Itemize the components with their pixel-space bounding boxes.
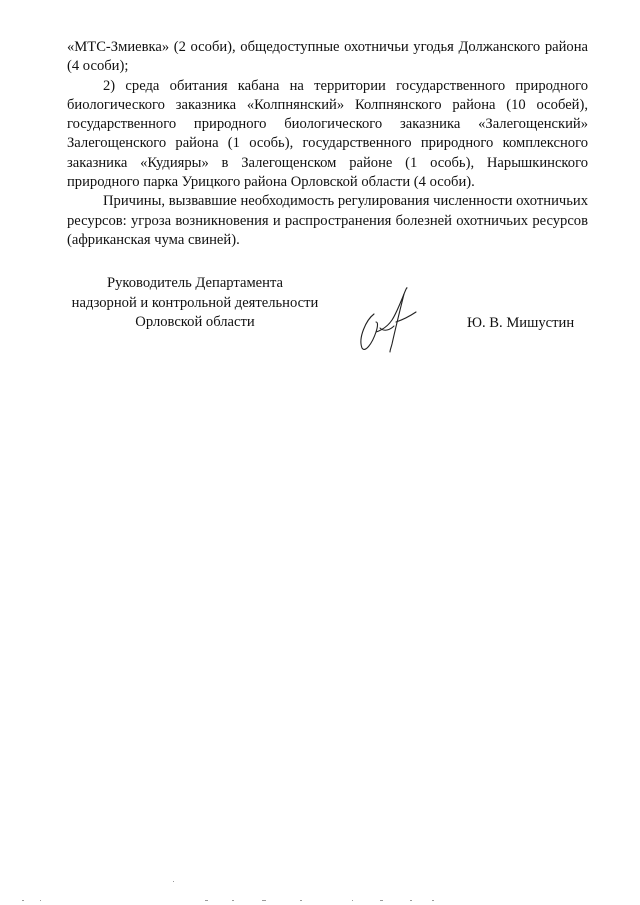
paragraph-continuation: «МТС-Змиевка» (2 особи), общедоступные охотничьи угодья Должанского района (4 особи);: [67, 39, 588, 75]
paragraph-item-2: 2) среда обитания кабана на территории государственного природного биологического заказника «Колпнянский» Колпнянского района (10 особей), государственного природного биологического заказника «Залегощенский» Залегощенского района (1 особь), государственного природного комплексного заказника «Кудияры» в Залегощенском районе (1 особь), Нарышкинского природного парка Урицкого района Орловской области (4 особи).: [67, 77, 588, 191]
document-body: [67, 38, 588, 250]
signatory-title: [50, 274, 340, 333]
signatory-title-line-2: надзорной и контрольной деятельности: [71, 294, 319, 311]
handwritten-signature: [352, 286, 422, 354]
paragraph-reasons: Причины, вызвавшие необходимость регулирования численности охотничьих ресурсов: угроза возникновения и распространения болезней охотничьих ресурсов (африканская чума свиней).: [67, 193, 588, 248]
signatory-title-line-3: Орловской области: [135, 314, 255, 330]
scan-artifact: [0, 880, 640, 905]
signatory-title-line-1: Руководитель Департамента: [107, 275, 283, 291]
signatory-name: Ю. В. Мишустин: [467, 315, 575, 331]
